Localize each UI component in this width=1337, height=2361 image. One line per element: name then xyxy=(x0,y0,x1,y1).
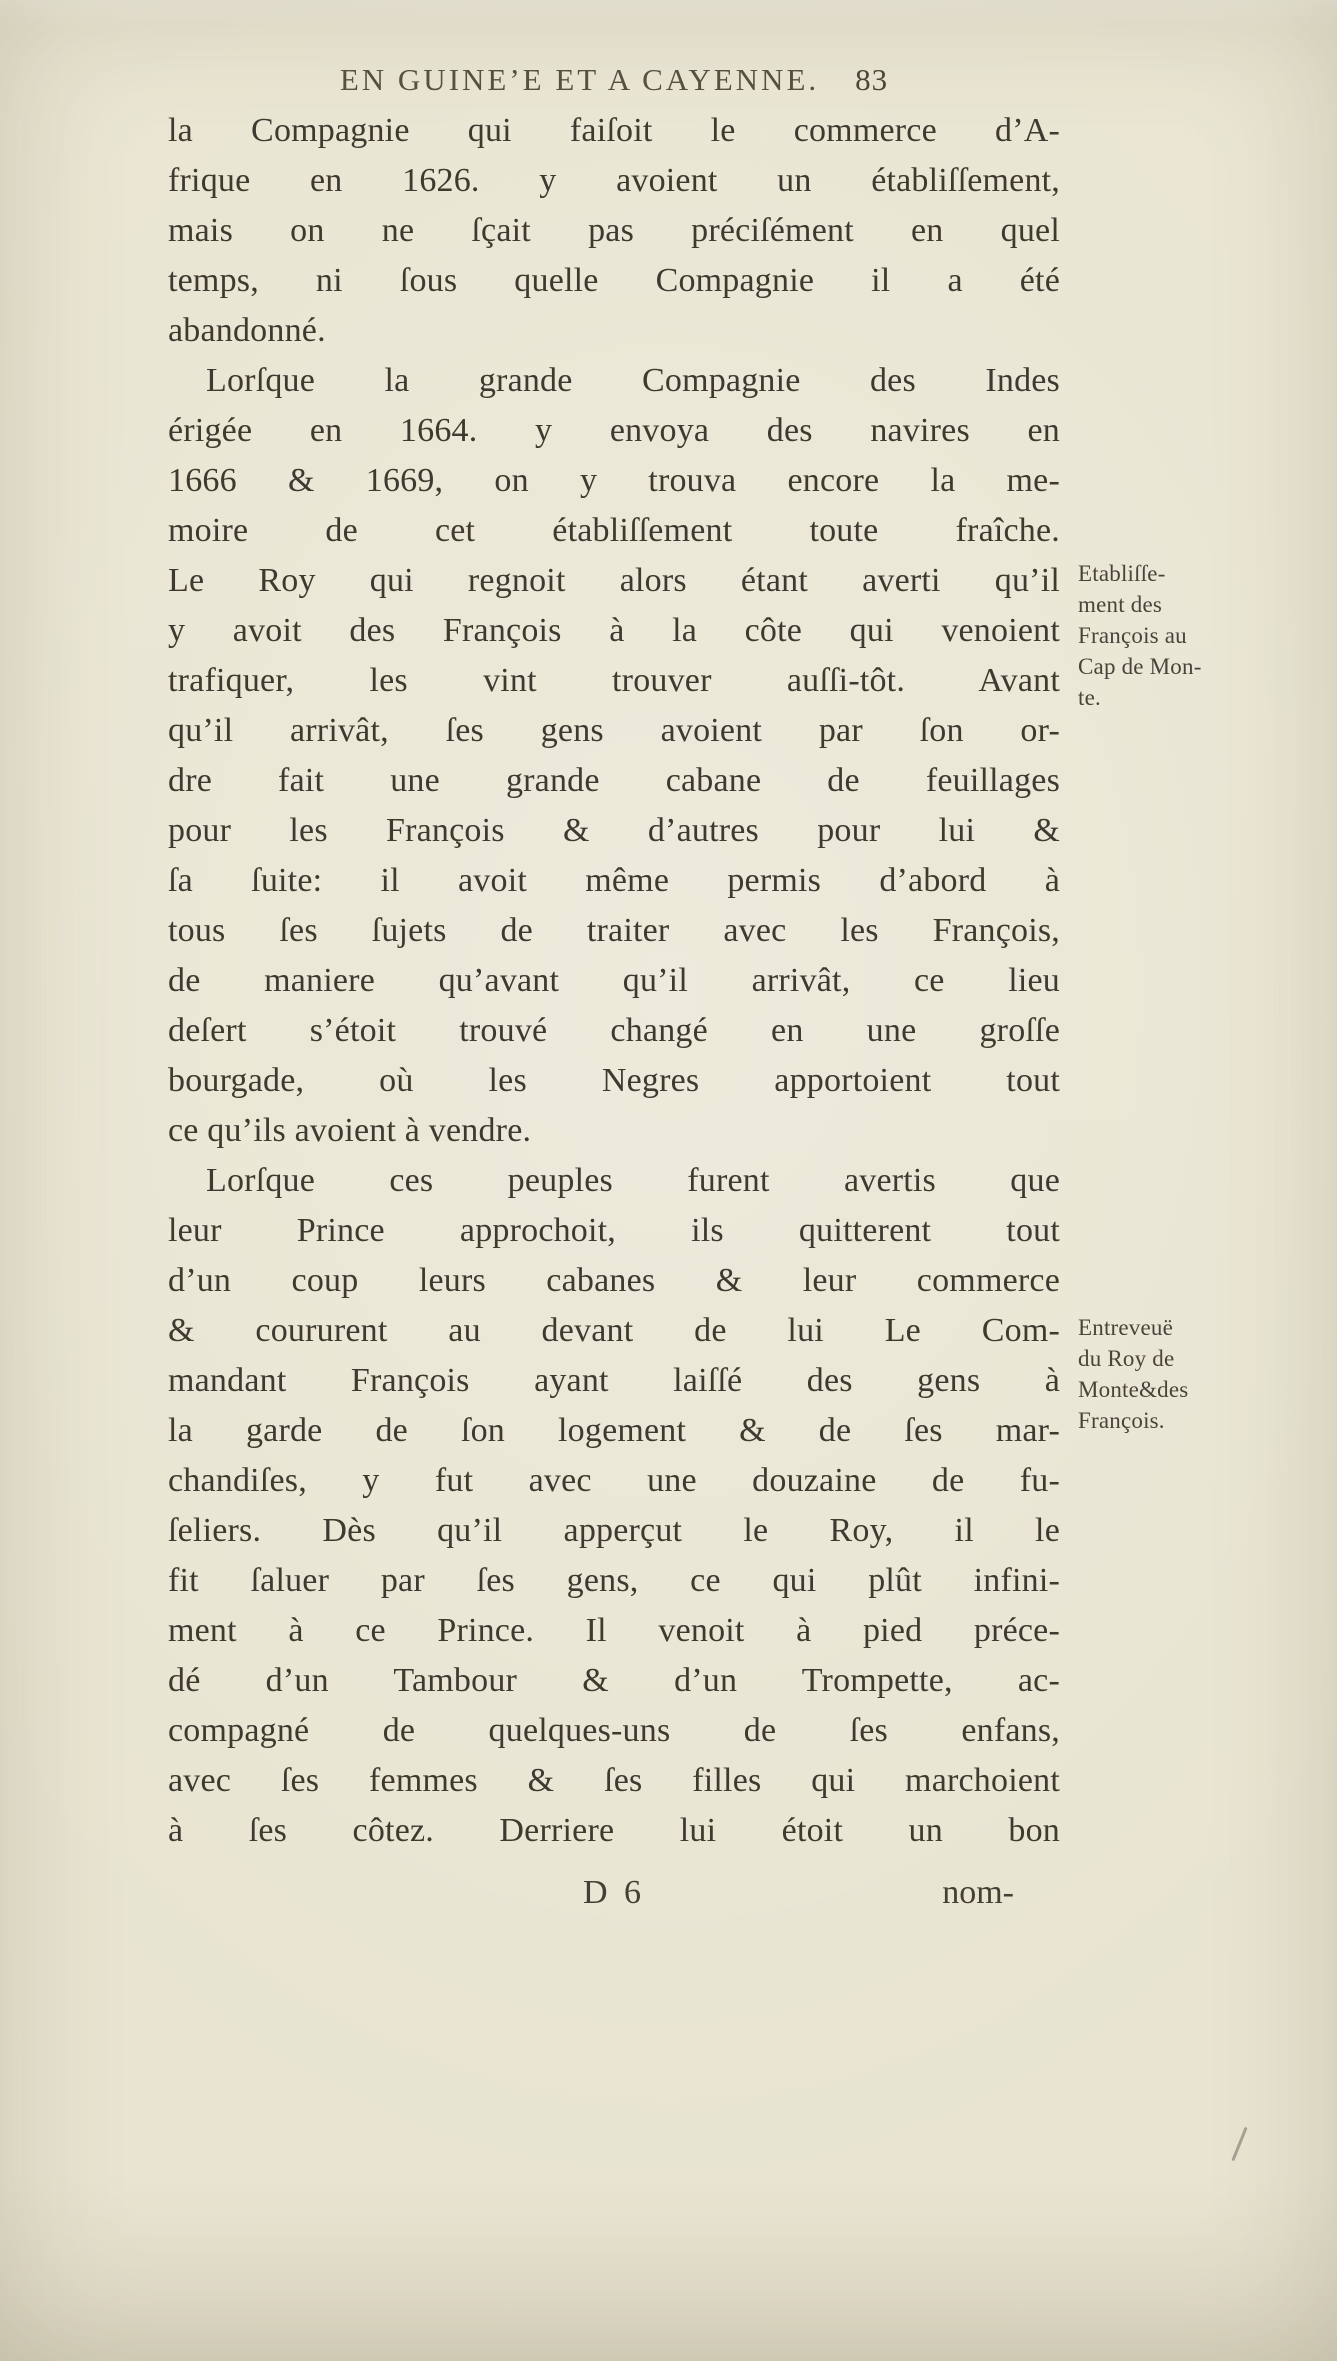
footer-line xyxy=(168,1868,1060,1918)
text-line: temps, ni ſous quelle Compagnie il a été xyxy=(168,262,1060,299)
margin-note-line: François au xyxy=(1078,623,1187,648)
text-line: à ſes côtez. Derriere lui étoit un bon xyxy=(168,1812,1060,1849)
margin-note-entrevue xyxy=(1078,1312,1318,1436)
text-line: érigée en 1664. y envoya des navires en xyxy=(168,412,1060,449)
page-header xyxy=(168,62,1060,98)
text-line: trafiquer, les vint trouver auſſi-tôt. Avant xyxy=(168,662,1060,699)
margin-note-line: Cap de Mon- xyxy=(1078,654,1202,679)
text-line: moire de cet établiſſement toute fraîche. xyxy=(168,512,1060,549)
text-line: fit ſaluer par ſes gens, ce qui plût infini- xyxy=(168,1562,1060,1599)
text-line: ment à ce Prince. Il venoit à pied préce- xyxy=(168,1612,1060,1649)
catchword: nom- xyxy=(942,1874,1014,1911)
margin-note-line: Etabliſſe- xyxy=(1078,561,1166,586)
text-line: Le Roy qui regnoit alors étant averti qu’il xyxy=(168,562,1060,599)
text-line: Lorſque la grande Compagnie des Indes xyxy=(206,362,1060,399)
text-line: de maniere qu’avant qu’il arrivât, ce lieu xyxy=(168,962,1060,999)
text-line: avec ſes femmes & ſes filles qui marchoient xyxy=(168,1762,1060,1799)
text-line: leur Prince approchoit, ils quitterent tout xyxy=(168,1212,1060,1249)
signature-mark: D 6 xyxy=(582,1874,646,1911)
text-line: dre fait une grande cabane de feuillages xyxy=(168,762,1060,799)
text-line: chandiſes, y fut avec une douzaine de fu- xyxy=(168,1462,1060,1499)
text-line: frique en 1626. y avoient un établiſſement, xyxy=(168,162,1060,199)
text-line: qu’il arrivât, ſes gens avoient par ſon or- xyxy=(168,712,1060,749)
text-line: Lorſque ces peuples furent avertis que xyxy=(206,1162,1060,1199)
text-line: la garde de ſon logement & de ſes mar- xyxy=(168,1412,1060,1449)
body-text xyxy=(168,106,1060,1856)
text-line: deſert s’étoit trouvé changé en une groſſe xyxy=(168,1012,1060,1049)
text-line: 1666 & 1669, on y trouva encore la me- xyxy=(168,462,1060,499)
stray-ink-mark xyxy=(1231,2127,1247,2162)
text-line: tous ſes ſujets de traiter avec les François, xyxy=(168,912,1060,949)
text-line: & coururent au devant de lui Le Com- xyxy=(168,1312,1060,1349)
text-line: bourgade, où les Negres apportoient tout xyxy=(168,1062,1060,1099)
margin-note-line: Entreveuë xyxy=(1078,1315,1174,1340)
text-line: abandonné. xyxy=(168,312,326,349)
text-line: y avoit des François à la côte qui venoient xyxy=(168,612,1060,649)
text-line: ſeliers. Dès qu’il apperçut le Roy, il le xyxy=(168,1512,1060,1549)
text-line: mandant François ayant laiſſé des gens à xyxy=(168,1362,1060,1399)
text-line: compagné de quelques-uns de ſes enfans, xyxy=(168,1712,1060,1749)
text-line: dé d’un Tambour & d’un Trompette, ac- xyxy=(168,1662,1060,1699)
margin-note-line: te. xyxy=(1078,685,1101,710)
margin-note-line: Monte&des xyxy=(1078,1377,1189,1402)
text-line: ſa ſuite: il avoit même permis d’abord à xyxy=(168,862,1060,899)
margin-note-line: François. xyxy=(1078,1408,1165,1433)
text-line: ce qu’ils avoient à vendre. xyxy=(168,1112,532,1149)
running-title: EN GUINE’E ET A CAYENNE. xyxy=(339,62,820,97)
text-line: la Compagnie qui faiſoit le commerce d’A- xyxy=(168,112,1060,149)
margin-note-line: ment des xyxy=(1078,592,1162,617)
text-line: mais on ne ſçait pas préciſément en quel xyxy=(168,212,1060,249)
text-line: pour les François & d’autres pour lui & xyxy=(168,812,1060,849)
margin-note-etablissement xyxy=(1078,558,1318,713)
page-number: 83 xyxy=(855,62,889,97)
margin-note-line: du Roy de xyxy=(1078,1346,1175,1371)
text-line: d’un coup leurs cabanes & leur commerce xyxy=(168,1262,1060,1299)
